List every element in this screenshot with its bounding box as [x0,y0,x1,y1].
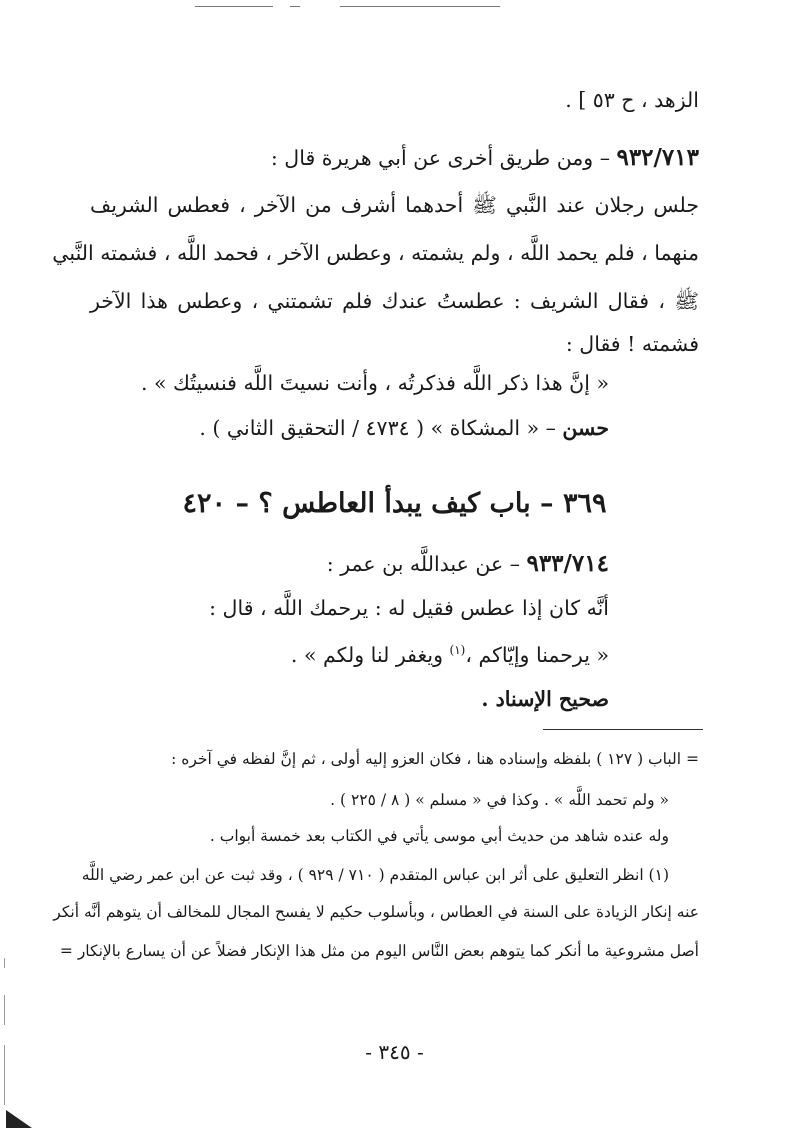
footnote-reference: (١) [449,643,466,658]
hadith-713-heading [90,144,699,171]
page-corner-arrow-icon [6,1110,32,1128]
hadith-713-text-line: فشمته ! فقال : [565,332,699,356]
footnote-separator [543,729,703,730]
hadith-714-quote [90,643,609,667]
top-scan-line [195,6,273,7]
footnote-line: وله عنده شاهد من حديث أبي موسى يأتي في الكتاب بعد خمسة أبواب . [209,827,669,845]
hadith-intro: – ومن طريق أخرى عن أبي هريرة قال : [270,146,617,170]
top-scan-line [340,6,500,7]
hadith-713-quote: « إنَّ هذا ذكر اللَّه فذكرتُه ، وأنت نسيتَ اللَّه فنسيتُك » . [140,371,609,395]
quote-part: « يرحمنا وإيّاكم ، [465,643,609,667]
page-number: - ٣٤٥ - [365,1040,424,1064]
footnote-line: عنه إنكار الزيادة على السنة في العطاس ، وبأسلوب حكيم لا يفسح المجال للمخالف أن يتوهم أنَّه أنكر [53,903,699,921]
grade-label: حسن [562,416,609,440]
scan-margin-mark [4,1045,5,1105]
chapter-title: ٣٦٩ – باب كيف يبدأ العاطس ؟ – ٤٢٠ [182,488,607,519]
hadith-714-heading [90,550,609,577]
hadith-number: ٩٣٢/٧١٣ [616,144,699,171]
footnote-line: (١) انظر التعليق على أثر ابن عباس المتقدم ( ٧١٠ / ٩٢٩ ) ، وقد ثبت عن ابن عمر رضي اللَّه [81,866,669,884]
footnote-line: « ولم تحمد اللَّه » . وكذا في « مسلم » ( ٨ / ٢٢٥ ) . [330,791,669,809]
footnote-line: = الباب ( ١٢٧ ) بلفظه وإسناده هنا ، فكان العزو إليه أولى ، ثم إنَّ لفظه في آخره : [171,750,699,768]
scan-margin-mark [4,958,5,968]
hadith-number: ٩٣٣/٧١٤ [526,550,609,577]
hadith-713-text-line: منهما ، فلم يحمد اللَّه ، ولم يشمته ، وعطس الآخر ، فحمد اللَّه ، فشمته النَّبي [52,241,699,265]
quote-part: ويغفر لنا ولكم » . [290,643,450,667]
hadith-713-text-line: ﷺ ، فقال الشريف : عطستُ عندك فلم تشمتني ، وعطس هذا الآخر [90,289,699,313]
hadith-intro: – عن عبداللَّه بن عمر : [326,552,527,576]
top-scan-line [290,6,300,7]
hadith-713-text-line: جلس رجلان عند النَّبي ﷺ أحدهما أشرف من الآخر ، فعطس الشريف [90,193,699,217]
footnote-line: أصل مشروعية ما أنكر كما يتوهم بعض النَّاس اليوم من مثل هذا الإنكار فضلاً عن أن يسارع بالإنكار = [59,942,699,960]
previous-page-fragment: الزهد ، ح ٥٣ ] . [565,88,699,112]
hadith-714-grade: صحيح الإسناد . [481,687,609,711]
hadith-714-text-line: أنَّه كان إذا عطس فقيل له : يرحمك اللَّه ، قال : [209,596,609,620]
grade-reference: – « المشكاة » ( ٤٧٣٤ / التحقيق الثاني ) . [199,416,563,440]
scan-margin-mark [4,995,5,1025]
hadith-713-grade [90,416,609,440]
